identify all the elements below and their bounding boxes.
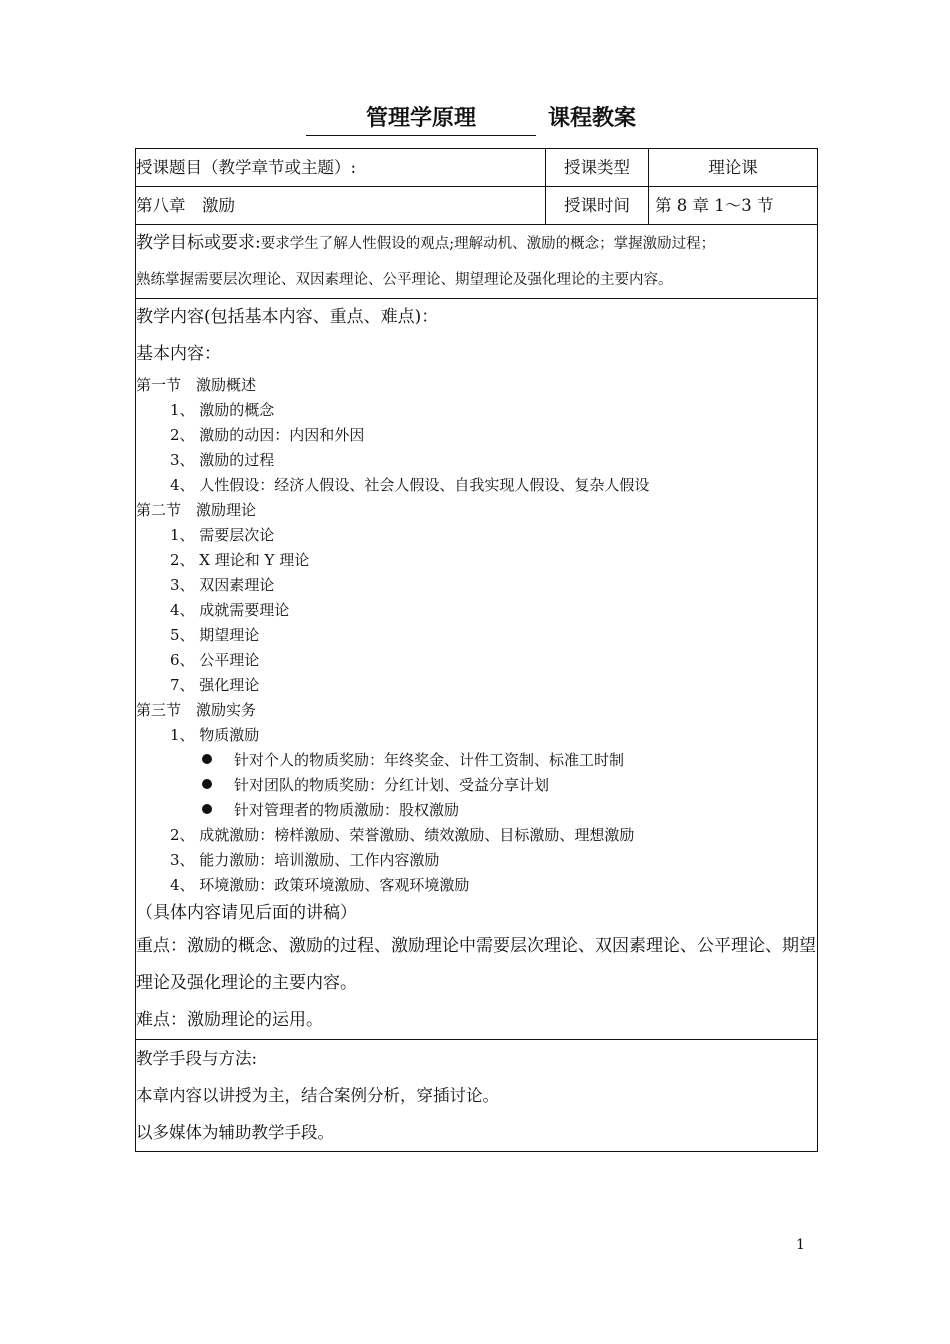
list-item: 4、 成就需要理论 [170, 601, 290, 619]
title-suffix: 课程教案 [548, 106, 637, 131]
list-item: 2、 激励的动因：内因和外因 [170, 426, 365, 444]
bullet-item [136, 773, 817, 798]
list-item: 3、 能力激励：培训激励、工作内容激励 [170, 851, 440, 869]
section-2-title: 第二节 激励理论 [136, 501, 257, 519]
methods-line2: 以多媒体为辅助教学手段。 [136, 1123, 334, 1142]
basic-content-label: 基本内容： [136, 344, 221, 364]
difficulty: 难点：激励理论的运用。 [136, 1010, 323, 1030]
objectives-label: 教学目标或要求: [136, 233, 261, 253]
bullet-text: 针对个人的物质奖励：年终奖金、计件工资制、标准工时制 [234, 751, 625, 769]
key-points: 重点：激励的概念、激励的过程、激励理论中需要层次理论、双因素理论、公平理论、期望理论及强化理论的主要内容。 [136, 936, 816, 993]
objectives-line2: 熟练掌握需要层次理论、双因素理论、公平理论、期望理论及强化理论的主要内容。 [136, 272, 673, 288]
list-item: 1、 需要层次论 [170, 526, 275, 544]
content-note: （具体内容请见后面的讲稿） [136, 903, 357, 923]
list-item: 2、 X 理论和 Y 理论 [170, 551, 310, 569]
list-item: 7、 强化理论 [170, 676, 260, 694]
page-number: 1 [796, 1237, 805, 1253]
bullet-text: 针对团队的物质奖励：分红计划、受益分享计划 [234, 776, 550, 794]
bullet-item [136, 798, 817, 823]
topic-value: 第八章 激励 [136, 187, 546, 225]
list-item: 1、 物质激励 [170, 726, 260, 744]
list-item: 4、 人性假设：经济人假设、社会人假设、自我实现人假设、复杂人假设 [170, 476, 650, 494]
content-cell [136, 299, 818, 1040]
list-item: 1、 激励的概念 [170, 401, 275, 419]
objectives-cell [136, 225, 818, 299]
time-label: 授课时间 [546, 187, 649, 225]
bullet-icon [202, 779, 212, 789]
methods-line1: 本章内容以讲授为主，结合案例分析，穿插讨论。 [136, 1086, 499, 1105]
bullet-icon [202, 754, 212, 764]
list-item: 5、 期望理论 [170, 626, 260, 644]
bullet-text: 针对管理者的物质激励：股权激励 [234, 801, 460, 819]
objectives-line1: 要求学生了解人性假设的观点;理解动机、激励的概念；掌握激励过程； [260, 236, 716, 252]
list-item: 2、 成就激励：榜样激励、荣誉激励、绩效激励、目标激励、理想激励 [170, 826, 635, 844]
topic-label: 授课题目（教学章节或主题）: [136, 149, 546, 187]
methods-heading: 教学手段与方法: [136, 1049, 258, 1068]
content-heading: 教学内容(包括基本内容、重点、难点)： [136, 307, 439, 327]
bullet-item [136, 748, 817, 773]
bullet-icon [202, 804, 212, 814]
list-item: 4、 环境激励：政策环境激励、客观环境激励 [170, 876, 470, 894]
section-1-title: 第一节 激励概述 [136, 376, 257, 394]
methods-cell [136, 1040, 818, 1152]
section-3-title: 第三节 激励实务 [136, 701, 257, 719]
course-name: 管理学原理 [306, 104, 536, 136]
type-label: 授课类型 [546, 149, 649, 187]
type-value: 理论课 [649, 149, 818, 187]
lesson-plan-table [135, 148, 818, 1152]
list-item: 6、 公平理论 [170, 651, 260, 669]
list-item: 3、 激励的过程 [170, 451, 275, 469]
time-value: 第 8 章 1～3 节 [649, 187, 818, 225]
list-item: 3、 双因素理论 [170, 576, 275, 594]
